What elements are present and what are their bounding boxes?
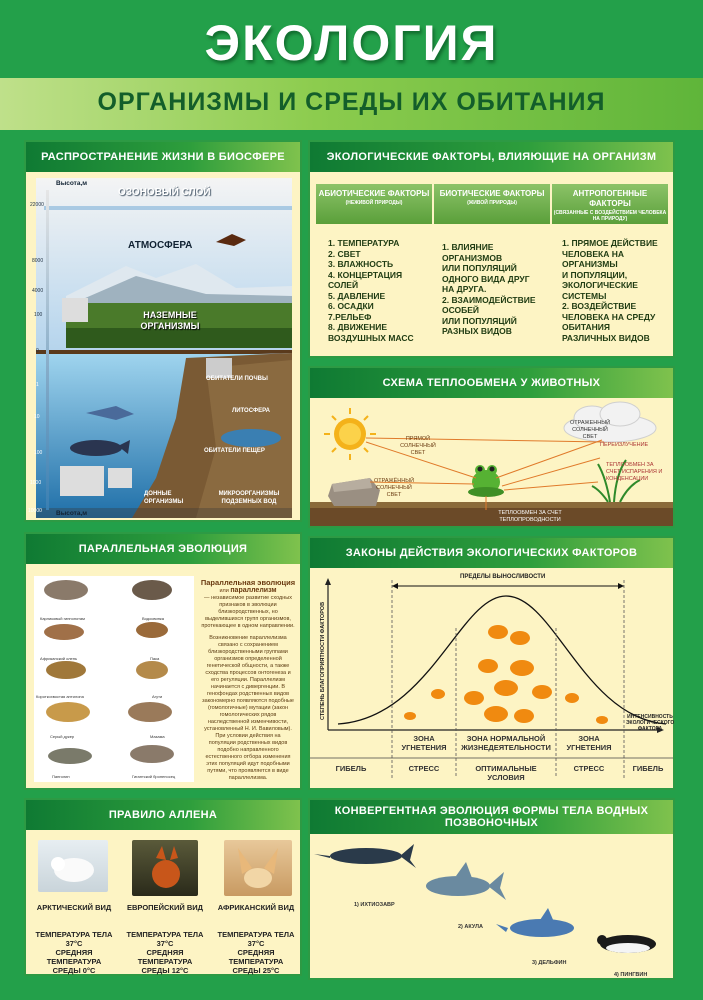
height-scale: [46, 190, 49, 510]
description-line: путями, что проявляется в виде: [207, 768, 289, 774]
animal-caption: Африканский олень: [40, 656, 78, 661]
description-line: его регуляции. Параллелизм: [211, 677, 285, 683]
env-temp: СРЕДНЯЯ ТЕМПЕРАТУРА СРЕДЫ 25°С: [228, 948, 284, 975]
arctic-fox-icon: [38, 840, 108, 892]
zone-mid-label: ЗОНА НОРМАЛЬНОЙ ЖИЗНЕДЕЯТЕЛЬНОСТИ: [461, 734, 551, 752]
allen-species-name: АРКТИЧЕСКИЙ ВИД: [36, 903, 112, 912]
biotic-title: БИОТИЧЕСКИЕ ФАКТОРЫ: [439, 189, 545, 198]
description-line: закономерно появляются подобные: [202, 698, 294, 704]
row-cell: ОПТИМАЛЬНЫЕ УСЛОВИЯ: [475, 764, 537, 782]
zone-left-label: ЗОНА УГНЕТЕНИЯ: [401, 734, 447, 752]
tick-label: 22000: [30, 202, 44, 208]
height-label-bottom: Высота,м: [56, 510, 88, 517]
list-item: ЭКОЛОГИЧЕСКИЕ: [562, 280, 638, 290]
description-line: близкородственных, но: [218, 609, 278, 615]
description-line: генофондах родственных видов: [206, 691, 290, 697]
description-line: гомологических рядов: [219, 712, 277, 718]
convergent-label: 2) АКУЛА: [458, 924, 483, 930]
list-item: НА ДРУГА.: [442, 284, 487, 294]
list-item: 8. ДВИЖЕНИЕ: [328, 322, 388, 332]
abiotic-note: (НЕЖИВОЙ ПРИРОДЫ): [345, 200, 403, 206]
list-item: ОБИТАНИЯ: [562, 322, 610, 332]
row-cell: ГИБЕЛЬ: [335, 764, 367, 773]
biosphere-diagram: [36, 178, 292, 518]
list-item: ВОЗДУШНЫХ МАСС: [328, 332, 414, 343]
description-line: При условии действия на: [215, 733, 281, 739]
anthropogenic-header: [552, 184, 668, 224]
list-item: 2. СВЕТ: [328, 248, 361, 259]
list-item: ОРГАНИЗМЫ: [562, 259, 618, 269]
description-line: близкородственными группами: [208, 649, 288, 655]
laws-heading: ЗАКОНЫ ДЕЙСТВИЯ ЭКОЛОГИЧЕСКИХ ФАКТОРОВ: [310, 538, 673, 568]
animals-card: [34, 576, 194, 782]
convergent-label: 1) ИХТИОЗАВР: [354, 902, 395, 908]
animal-caption: Водосвинка: [142, 616, 164, 621]
description-line: протекающее в одном направлении.: [201, 623, 295, 629]
animal-caption: Панголин: [52, 774, 70, 779]
animal-caption: Пака: [150, 656, 160, 661]
tick-label: 8000: [32, 258, 44, 264]
evaporation-label: ТЕПЛООБМЕН ЗА СЧЕТ ИСПАРЕНИЯ И КОНДЕНСАЦИИ: [606, 462, 663, 482]
poster-title: ЭКОЛОГИЯ: [204, 15, 499, 71]
allen-species-temps: [125, 930, 205, 975]
description-line: генетической общности, а также: [206, 663, 290, 669]
tolerance-chart: [310, 568, 673, 788]
x-axis-label: ИНТЕНСИВНОСТЬ ЭКОЛОГИЧЕСКОГО ФАКТОРА: [626, 714, 675, 732]
list-item: 2. ВЗАИМОДЕЙСТВИЕ: [442, 294, 536, 305]
allen-species-temps: [216, 930, 296, 975]
conduction-label: ТЕПЛООБМЕН ЗА СЧЕТ ТЕПЛОПРОВОДНОСТИ: [498, 510, 562, 523]
description-line: популяции родственных видов: [208, 740, 288, 746]
or-word: или: [219, 588, 229, 594]
tick-label: 100: [34, 312, 43, 318]
description-line: — независимое развитие сходных: [204, 595, 292, 601]
description-line: наследственной изменчивости,: [207, 719, 289, 725]
env-temp: СРЕДНЯЯ ТЕМПЕРАТУРА СРЕДЫ 12°С: [137, 948, 193, 975]
tick-label: 1000: [30, 480, 42, 486]
biosphere-illustration: [36, 178, 292, 518]
biotic-header: [434, 184, 550, 224]
tick-label: 0: [36, 348, 39, 354]
animal-caption: Карликовый гиппопотам: [40, 616, 85, 621]
body-temp: ТЕМПЕРАТУРА ТЕЛА 37°С: [35, 930, 113, 948]
animals-illustration: [34, 576, 194, 782]
list-item: 5. ДАВЛЕНИЕ: [328, 290, 386, 301]
parallel-synonym: [198, 587, 298, 595]
row-cell: ГИБЕЛЬ: [632, 764, 664, 773]
shark-icon: [426, 862, 506, 900]
list-item: 4. КОНЦЕРТАЦИЯ: [328, 269, 403, 280]
convergent-label: 4) ПИНГВИН: [614, 972, 648, 978]
convergent-label: 3) ДЕЛЬФИН: [532, 960, 567, 966]
factors-heading: ЭКОЛОГИЧЕСКИЕ ФАКТОРЫ, ВЛИЯЮЩИЕ НА ОРГАНИЗМ: [310, 142, 673, 172]
tick-label: 10000: [28, 508, 42, 514]
row-cell: СТРЕСС: [573, 764, 605, 773]
parallel-heading: ПАРАЛЛЕЛЬНАЯ ЭВОЛЮЦИЯ: [26, 534, 300, 564]
ichthyosaur-icon: [314, 844, 416, 868]
groundwater-label: МИКРООРГАНИЗМЫ ПОДЗЕМНЫХ ВОД: [218, 491, 280, 505]
list-item: 7.РЕЛЬЕФ: [328, 311, 372, 322]
reflected-cloud-label: ОТРАЖЕННЫЙ СОЛНЕЧНЫЙ СВЕТ: [569, 420, 611, 440]
description-line: признаков в эволюции: [219, 602, 277, 608]
description-line: связано с сохранением: [218, 642, 278, 648]
list-item: ОРГАНИЗМОВ: [442, 252, 503, 263]
row-cell: СТРЕСС: [408, 764, 440, 773]
abiotic-title: АБИОТИЧЕСКИЕ ФАКТОРЫ: [318, 189, 430, 198]
allen-species-name: ЕВРОПЕЙСКИЙ ВИД: [127, 903, 203, 912]
anthropogenic-note: (СВЯЗАННЫЕ С ВОЗДЕЙСТВИЕМ ЧЕЛОВЕКА НА ПРИРОДУ): [553, 210, 667, 222]
zone-right-label: ЗОНА УГНЕТЕНИЯ: [566, 734, 612, 752]
allen-species-name: АФРИКАНСКИЙ ВИД: [217, 903, 295, 912]
convergent-panel: [308, 798, 675, 980]
parallel-panel: [24, 532, 302, 790]
tick-label: 10: [34, 414, 40, 420]
description-line: этих популяций идут подобными: [206, 761, 290, 767]
convergent-heading: КОНВЕРГЕНТНАЯ ЭВОЛЮЦИЯ ФОРМЫ ТЕЛА ВОДНЫХ ПОЗВОНОЧНЫХ: [310, 800, 673, 834]
biosphere-heading: РАСПРОСТРАНЕНИЕ ЖИЗНИ В БИОСФЕРЕ: [26, 142, 300, 172]
list-item: 3. ВЛАЖНОСТЬ: [328, 259, 394, 269]
description-line: начинается с дивергенции. В: [210, 684, 286, 690]
abiotic-list: [328, 238, 414, 343]
animal-caption: Короткохвостая антилопа: [36, 694, 84, 699]
dolphin-icon: [496, 908, 574, 937]
animal-caption: Мазама: [150, 734, 165, 739]
animal-caption: Агути: [152, 694, 163, 699]
allen-panel: [24, 798, 302, 976]
description-line: установленный Н. И. Вавиловым).: [204, 726, 292, 732]
caves-label: ОБИТАТЕЛИ ПЕЩЕР: [204, 448, 265, 454]
biosphere-panel: [24, 140, 302, 522]
body-temp: ТЕМПЕРАТУРА ТЕЛА 37°С: [217, 930, 295, 948]
animal-caption: Серый дукер: [50, 734, 75, 739]
list-item: И ПОПУЛЯЦИИ,: [562, 269, 628, 280]
parallel-title: Параллельная эволюция: [200, 578, 296, 587]
factors-panel: [308, 140, 675, 358]
anthropogenic-title: АНТРОПОГЕННЫЕ ФАКТОРЫ: [572, 189, 648, 208]
heat-panel: [308, 366, 675, 528]
soil-label: ОБИТАТЕЛИ ПОЧВЫ: [206, 376, 268, 382]
list-item: ОДНОГО ВИДА ДРУГ: [442, 273, 530, 284]
description-line: выделившихся групп организмов,: [205, 616, 291, 622]
description-line: (гомологичные) мутации (закон: [207, 705, 289, 711]
list-item: ИЛИ ПОПУЛЯЦИЙ: [442, 263, 517, 273]
sun-icon: [324, 408, 376, 460]
tick-label: 100: [34, 450, 43, 456]
description-line: организмов определенной: [214, 656, 282, 662]
bottom-organisms-label: ДОННЫЕ ОРГАНИЗМЫ: [144, 491, 184, 505]
list-item: 2. ВОЗДЕЙСТВИЕ: [562, 301, 637, 311]
arctic-fox-photo: [38, 840, 108, 892]
red-fox-photo: [132, 840, 198, 896]
list-item: СОЛЕЙ: [328, 280, 359, 290]
direct-sunlight-label: ПРЯМОЙ СОЛНЕЧНЫЙ СВЕТ: [400, 436, 436, 456]
list-item: РАЗЛИЧНЫХ ВИДОВ: [562, 332, 650, 343]
tick-label: 4000: [32, 288, 44, 294]
animal-caption: Гигантский броненосец: [132, 774, 176, 779]
parallel-term: параллелизм: [230, 587, 277, 594]
list-item: 1. ТЕМПЕРАТУРА: [328, 238, 400, 248]
anthropogenic-list: [562, 238, 658, 343]
list-item: ЧЕЛОВЕКА НА СРЕДУ: [562, 311, 656, 322]
allen-species-temps: [34, 930, 114, 975]
list-item: ОСОБЕЙ: [442, 305, 480, 315]
description-line: параллелизма.: [228, 775, 268, 781]
laws-panel: [308, 536, 675, 790]
ozone-label: ОЗОНОВЫЙ СЛОЙ: [118, 187, 211, 198]
y-axis-label: СТЕПЕНЬ БЛАГОПРИЯТНОСТИ ФАКТОРОВ: [320, 601, 326, 721]
list-item: СИСТЕМЫ: [562, 290, 607, 301]
heat-heading: СХЕМА ТЕПЛООБМЕНА У ЖИВОТНЫХ: [310, 368, 673, 398]
fennec-icon: [224, 840, 292, 896]
poster-subtitle: ОРГАНИЗМЫ И СРЕДЫ ИХ ОБИТАНИЯ: [97, 88, 606, 116]
list-item: ИЛИ ПОПУЛЯЦИЙ: [442, 315, 517, 326]
biotic-list: [442, 242, 536, 337]
limits-label: ПРЕДЕЛЫ ВЫНОСЛИВОСТИ: [460, 574, 546, 580]
parallel-text: [198, 578, 298, 782]
land-organisms-label: НАЗЕМНЫЕ ОРГАНИЗМЫ: [140, 310, 200, 331]
tick-label: 1: [36, 382, 39, 388]
list-item: РАЗНЫХ ВИДОВ: [442, 326, 512, 336]
fennec-photo: [224, 840, 292, 896]
height-label-top: Высота,м: [56, 180, 88, 187]
env-temp: СРЕДНЯЯ ТЕМПЕРАТУРА СРЕДЫ 0°С: [46, 948, 102, 975]
body-temp: ТЕМПЕРАТУРА ТЕЛА 37°С: [126, 930, 204, 948]
biotic-note: (ЖИВОЙ ПРИРОДЫ): [467, 200, 517, 206]
description-line: естественного отбора изменения: [205, 754, 291, 760]
description-line: сходства процессов онтогенеза и: [205, 670, 291, 676]
abiotic-header: [316, 184, 432, 224]
list-item: 6. ОСАДКИ: [328, 301, 374, 311]
reradiation-label: ПЕРЕИЗЛУЧЕНИЕ: [600, 442, 649, 448]
fish-icons: [404, 625, 608, 724]
description-line: подобно направленного: [217, 747, 279, 753]
reflected-stone-label: ОТРАЖЁННЫЙ СОЛНЕЧНЫЙ СВЕТ: [373, 478, 415, 498]
lithosphere-label: ЛИТОСФЕРА: [232, 408, 270, 414]
atmosphere-label: АТМОСФЕРА: [128, 240, 193, 251]
description-line: Возникновение параллелизма: [209, 635, 287, 641]
list-item: 1. ВЛИЯНИЕ: [442, 242, 494, 252]
list-item: ЧЕЛОВЕКА НА: [562, 248, 624, 259]
allen-heading: ПРАВИЛО АЛЛЕНА: [26, 800, 300, 830]
red-fox-icon: [132, 840, 198, 896]
frog-icon: [468, 465, 504, 497]
penguin-icon: [597, 935, 656, 953]
list-item: 1. ПРЯМОЕ ДЕЙСТВИЕ: [562, 238, 658, 248]
